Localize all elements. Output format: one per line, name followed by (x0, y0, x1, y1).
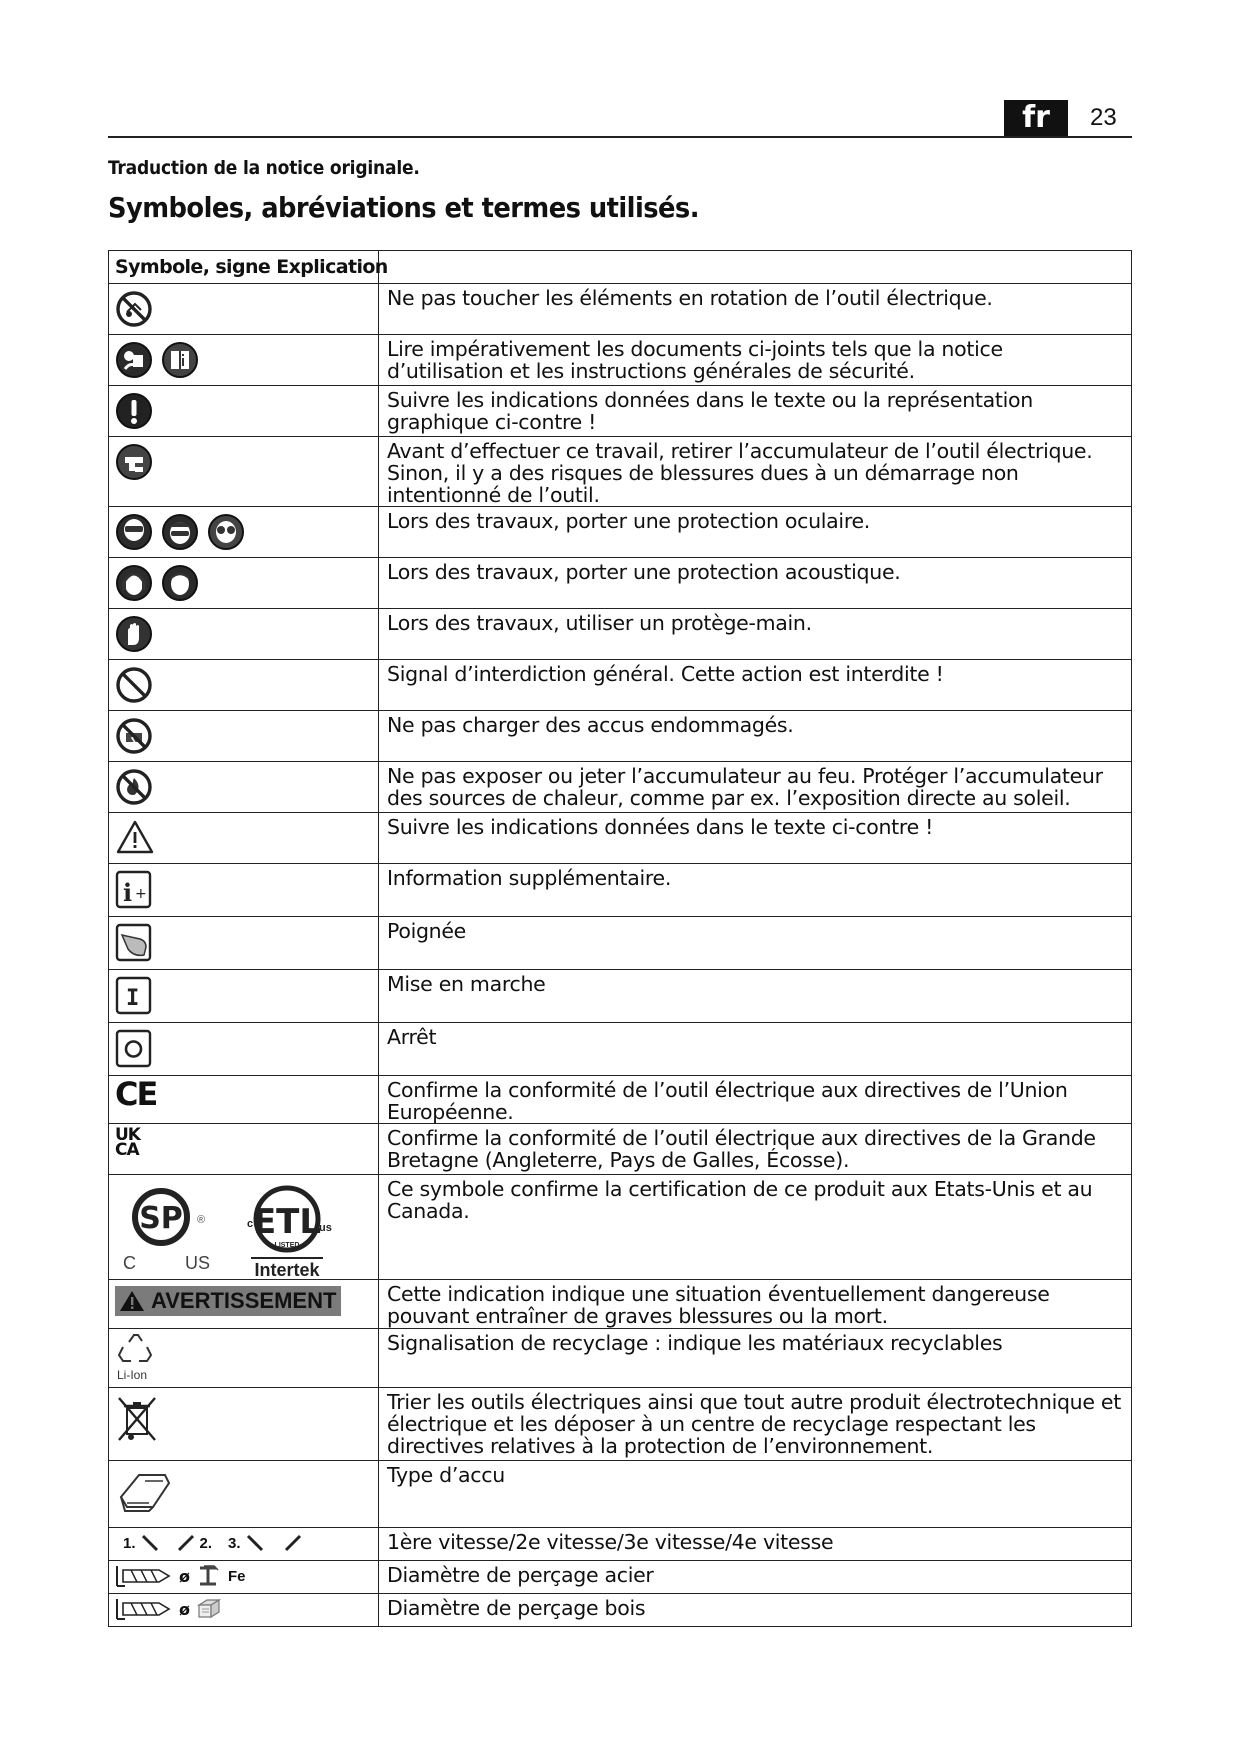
symbol-cell (109, 1461, 379, 1528)
symbol-cell (109, 864, 379, 917)
ear-muffs-icon (115, 564, 153, 602)
explanation-cell: Trier les outils électriques ainsi que tout autre produit électrotechnique et électrique et les déposer à un centre de recyclage respectant les directives relatives à la protection de l’environnement. (379, 1388, 1132, 1461)
etl-listed-mark-icon (243, 1183, 339, 1279)
csa-mark-icon (121, 1183, 213, 1271)
symbol-cell (109, 1329, 379, 1388)
warning-triangle-small-icon (119, 1290, 145, 1312)
table-row (109, 1561, 1132, 1594)
svg-text:ETL: ETL (252, 1202, 322, 1242)
explanation-cell: Lors des travaux, utiliser un protège-main. (379, 609, 1132, 660)
svg-text:I: I (126, 986, 140, 1011)
explanation-cell: Confirme la conformité de l’outil électrique aux directives de l’Union Européenne. (379, 1076, 1132, 1124)
explanation-cell: Diamètre de perçage acier (379, 1561, 1132, 1594)
avertissement-label-icon: AVERTISSEMENT (115, 1286, 341, 1316)
explanation-cell: Ne pas charger des accus endommagés. (379, 711, 1132, 762)
explanation-cell: Ce symbole confirme la certification de ce produit aux Etats-Unis et au Canada. (379, 1175, 1132, 1280)
info-plus-icon (115, 870, 153, 910)
page-number: 23 (1090, 104, 1117, 131)
hand-protection-icon (115, 615, 153, 653)
read-manual-person-icon (115, 341, 153, 379)
power-off-icon (115, 1029, 153, 1069)
prohibition-icon (115, 666, 153, 704)
explanation-cell: Cette indication indique une situation éventuellement dangereuse pouvant entraîner de graves blessures ou la mort. (379, 1280, 1132, 1329)
handle-icon (115, 923, 153, 963)
ukca-mark-icon: UK CA (115, 1125, 140, 1160)
table-row (109, 864, 1132, 917)
table-row (109, 1461, 1132, 1528)
symbol-cell (109, 335, 379, 386)
explanation-cell: Suivre les indications données dans le texte ou la représentation graphique ci-contre ! (379, 386, 1132, 437)
table-row (109, 660, 1132, 711)
warning-triangle-icon (115, 819, 155, 855)
mandatory-exclamation-icon (115, 392, 153, 430)
language-tab: fr (1004, 100, 1068, 136)
table-row (109, 1388, 1132, 1461)
explanation-cell: Poignée (379, 917, 1132, 970)
explanation-cell: Type d’accu (379, 1461, 1132, 1528)
symbol-cell (109, 1280, 379, 1329)
explanation-cell: 1ère vitesse/2e vitesse/3e vitesse/4e vitesse (379, 1528, 1132, 1561)
page-title: Symboles, abréviations et termes utilisés. (108, 191, 699, 224)
table-row (109, 1175, 1132, 1280)
table-row (109, 558, 1132, 609)
explanation-cell: Confirme la conformité de l’outil électrique aux directives de la Grande Bretagne (Angleterre, Pays de Galles, Écosse). (379, 1124, 1132, 1175)
safety-helmet-goggles-icon (161, 513, 199, 551)
table-row (109, 762, 1132, 813)
explanation-cell: Information supplémentaire. (379, 864, 1132, 917)
drill-bit-icon (115, 1564, 173, 1588)
symbol-cell (109, 1175, 379, 1280)
symbols-table (108, 250, 1132, 1627)
translation-note: Traduction de la notice originale. (108, 157, 420, 179)
explanation-cell: Lors des travaux, porter une protection oculaire. (379, 507, 1132, 558)
explanation-cell: Signal d’interdiction général. Cette action est interdite ! (379, 660, 1132, 711)
symbol-cell (109, 1124, 379, 1175)
table-row (109, 284, 1132, 335)
symbol-cell (109, 917, 379, 970)
table-row (109, 711, 1132, 762)
svg-text:®: ® (197, 1214, 206, 1226)
svg-text:SP: SP (139, 1201, 183, 1236)
table-row (109, 1528, 1132, 1561)
table-header-explanation (379, 251, 1132, 284)
symbol-cell (109, 1594, 379, 1627)
recycling-liion-icon (115, 1331, 159, 1381)
header-rule (108, 136, 1132, 138)
weee-bin-icon (115, 1394, 159, 1446)
svg-text:US: US (185, 1253, 211, 1271)
svg-text:C: C (123, 1253, 136, 1271)
svg-text:i: i (123, 878, 133, 907)
table-row (109, 437, 1132, 507)
symbol-cell (109, 1023, 379, 1076)
ear-plugs-icon (161, 564, 199, 602)
steel-beam-icon (196, 1564, 222, 1588)
explanation-cell: Signalisation de recyclage : indique les matériaux recyclables (379, 1329, 1132, 1388)
symbol-cell (109, 711, 379, 762)
symbol-cell (109, 1388, 379, 1461)
symbol-cell (109, 1561, 379, 1594)
symbol-cell (109, 1076, 379, 1124)
table-row (109, 335, 1132, 386)
no-touch-rotating-icon (115, 290, 153, 328)
face-shield-icon (115, 513, 153, 551)
gear-speeds-icon: 1. 2. 3. (109, 1528, 378, 1558)
drill-bit-icon (115, 1597, 173, 1621)
symbol-cell (109, 386, 379, 437)
table-row (109, 1329, 1132, 1388)
table-row (109, 917, 1132, 970)
explanation-cell: Ne pas exposer ou jeter l’accumulateur au feu. Protéger l’accumulateur des sources de chaleur, comme par ex. l’exposition directe au soleil. (379, 762, 1132, 813)
symbol-cell (109, 609, 379, 660)
explanation-cell: Ne pas toucher les éléments en rotation de l’outil électrique. (379, 284, 1132, 335)
table-row (109, 609, 1132, 660)
table-row (109, 1280, 1132, 1329)
symbol-cell (109, 1528, 379, 1561)
explanation-cell: Mise en marche (379, 970, 1132, 1023)
symbol-cell (109, 284, 379, 335)
table-header-row (109, 251, 1132, 284)
battery-type-icon (115, 1467, 177, 1521)
wood-block-icon (196, 1597, 222, 1621)
table-row (109, 1023, 1132, 1076)
symbol-cell (109, 558, 379, 609)
explanation-cell: Suivre les indications données dans le texte ci-contre ! (379, 813, 1132, 864)
table-row (109, 386, 1132, 437)
power-on-icon (115, 976, 153, 1016)
svg-text:c: c (247, 1218, 254, 1230)
table-row (109, 507, 1132, 558)
no-charge-damaged-icon (115, 717, 153, 755)
svg-text:us: us (319, 1222, 332, 1234)
svg-text:+: + (135, 886, 147, 902)
explanation-cell: Avant d’effectuer ce travail, retirer l’accumulateur de l’outil électrique. Sinon, il y a des risques de blessures dues à un démarrage non intentionné de l’outil. (379, 437, 1132, 507)
symbol-cell (109, 507, 379, 558)
read-manual-book-icon (161, 341, 199, 379)
symbol-cell (109, 970, 379, 1023)
explanation-cell: Lire impérativement les documents ci-joints tels que la notice d’utilisation et les instructions générales de sécurité. (379, 335, 1132, 386)
table-row (109, 1124, 1132, 1175)
drill-wood-icon: ø (109, 1594, 378, 1624)
symbol-cell (109, 437, 379, 507)
svg-text:LISTED: LISTED (274, 1242, 300, 1249)
explanation-cell: Arrêt (379, 1023, 1132, 1076)
symbol-cell (109, 660, 379, 711)
explanation-cell: Lors des travaux, porter une protection acoustique. (379, 558, 1132, 609)
table-header-symbol: Symbole, signe Explication (109, 251, 379, 284)
table-row (109, 813, 1132, 864)
symbol-cell (109, 813, 379, 864)
table-row (109, 1076, 1132, 1124)
explanation-cell: Diamètre de perçage bois (379, 1594, 1132, 1627)
no-fire-icon (115, 768, 153, 806)
table-row (109, 970, 1132, 1023)
ce-mark-icon: CE (115, 1075, 157, 1113)
symbol-cell (109, 762, 379, 813)
svg-text:Li-Ion: Li-Ion (117, 1368, 148, 1381)
goggles-icon (207, 513, 245, 551)
remove-battery-icon (115, 443, 153, 481)
table-row (109, 1594, 1132, 1627)
drill-steel-icon: ø Fe (109, 1561, 378, 1591)
svg-text:Intertek: Intertek (254, 1260, 320, 1279)
